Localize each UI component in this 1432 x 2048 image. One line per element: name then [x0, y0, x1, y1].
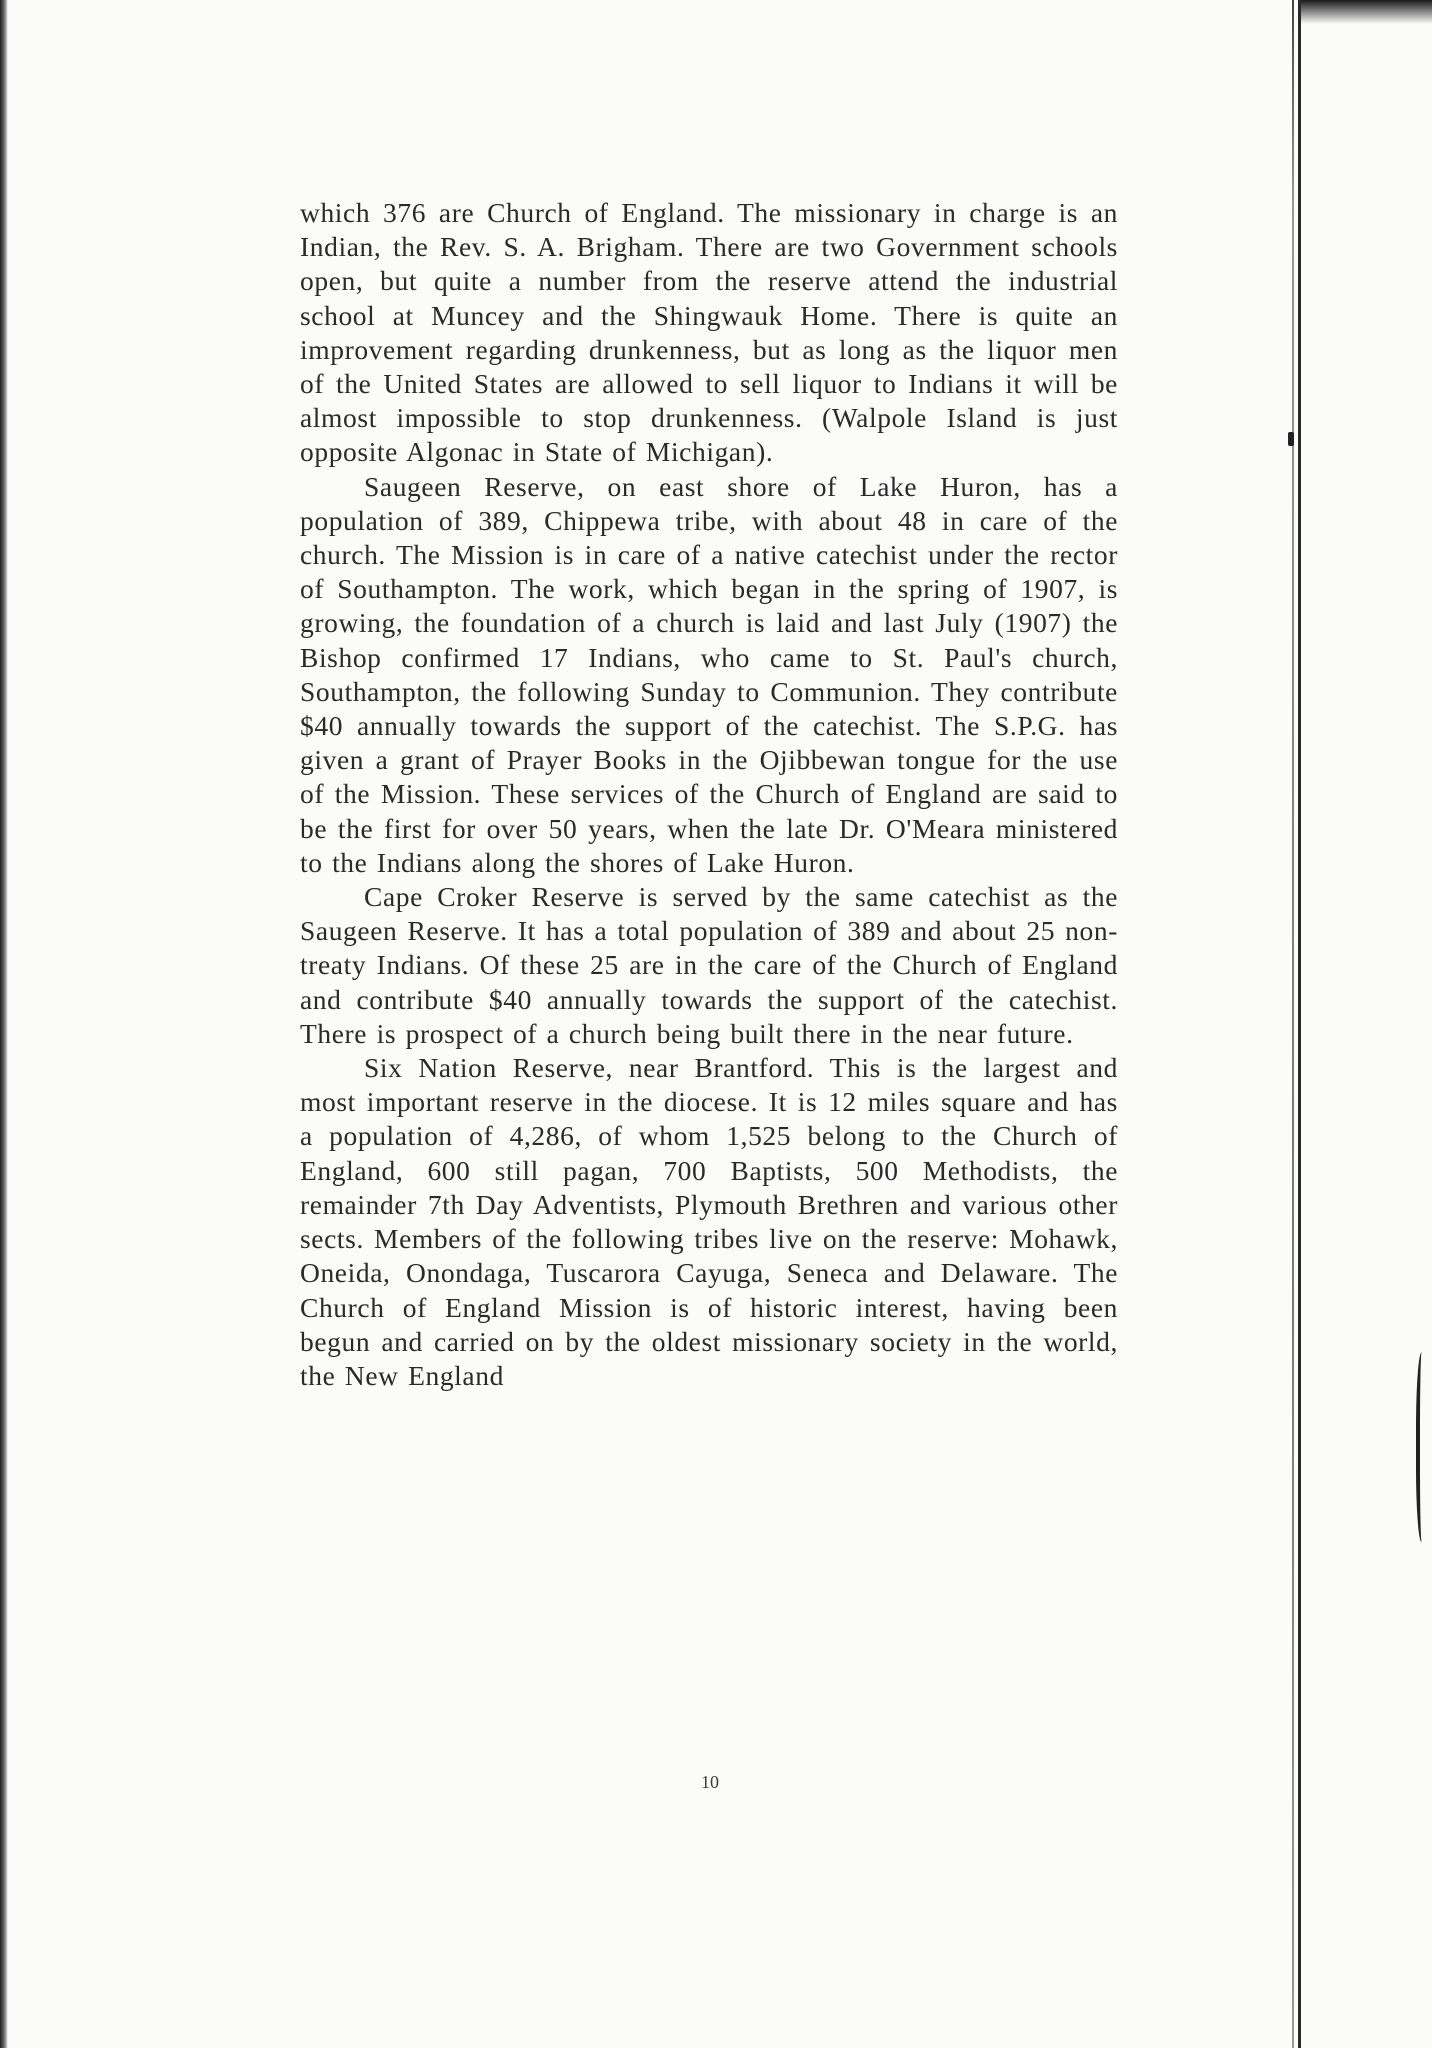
binding-edge-line	[1298, 0, 1301, 2048]
page-right-margin	[1300, 0, 1432, 2048]
binding-gutter-line	[1292, 0, 1294, 2048]
body-text	[300, 196, 1118, 1393]
paragraph-continuation: which 376 are Church of England. The missionary in charge is an Indian, the Rev. S. A. Brigham. There are two Government schools open, but quite a number from the reserve attend the industrial school at Muncey and the Shingwauk Home. There is quite an improvement regarding drunkenness, but as long as the liquor men of the United States are allowed to sell liquor to Indians it will be almost impossible to stop drunkenness. (Walpole Island is just opposite Algonac in State of Michigan).	[300, 197, 1118, 468]
page-left-edge-shadow	[0, 0, 8, 2048]
binding-mark	[1288, 432, 1294, 446]
paragraph-saugeen-reserve: Saugeen Reserve, on east shore of Lake Huron, has a population of 389, Chippewa tribe, with about 48 in care of the church. The Mission is in care of a native catechist under the rector of Southampton. The work, which began in the spring of 1907, is growing, the foundation of a church is laid and last July (1907) the Bishop confirmed 17 Indians, who came to St. Paul's church, Southampton, the following Sunday to Communion. They contribute $40 annually towards the support of the catechist. The S.P.G. has given a grant of Prayer Books in the Ojibbewan tongue for the use of the Mission. These services of the Church of England are said to be the first for over 50 years, when the late Dr. O'Meara ministered to the Indians along the shores of Lake Huron.	[300, 470, 1118, 878]
paragraph-cape-croker-reserve: Cape Croker Reserve is served by the same catechist as the Saugeen Reserve. It has a total population of 389 and about 25 non-treaty Indians. Of these 25 are in the care of the Church of England and contribute $40 annually towards the support of the catechist. There is prospect of a church being built there in the near future.	[300, 881, 1118, 1049]
paragraph-six-nation-reserve: Six Nation Reserve, near Brantford. This is the largest and most important reserve in the diocese. It is 12 miles square and has a population of 4,286, of whom 1,525 belong to the Church of England, 600 still pagan, 700 Baptists, 500 Methodists, the remainder 7th Day Adventists, Plymouth Brethren and various other sects. Members of the following tribes live on the reserve: Mohawk, Oneida, Onondaga, Tuscarora Cayuga, Seneca and Delaware. The Church of England Mission is of historic interest, having been begun and carried on by the oldest missionary society in the world, the New England	[300, 1052, 1118, 1391]
binding-top-shadow	[1300, 0, 1432, 24]
page-number: 10	[701, 1772, 719, 1792]
binding-stitch-mark	[1416, 1351, 1430, 1542]
